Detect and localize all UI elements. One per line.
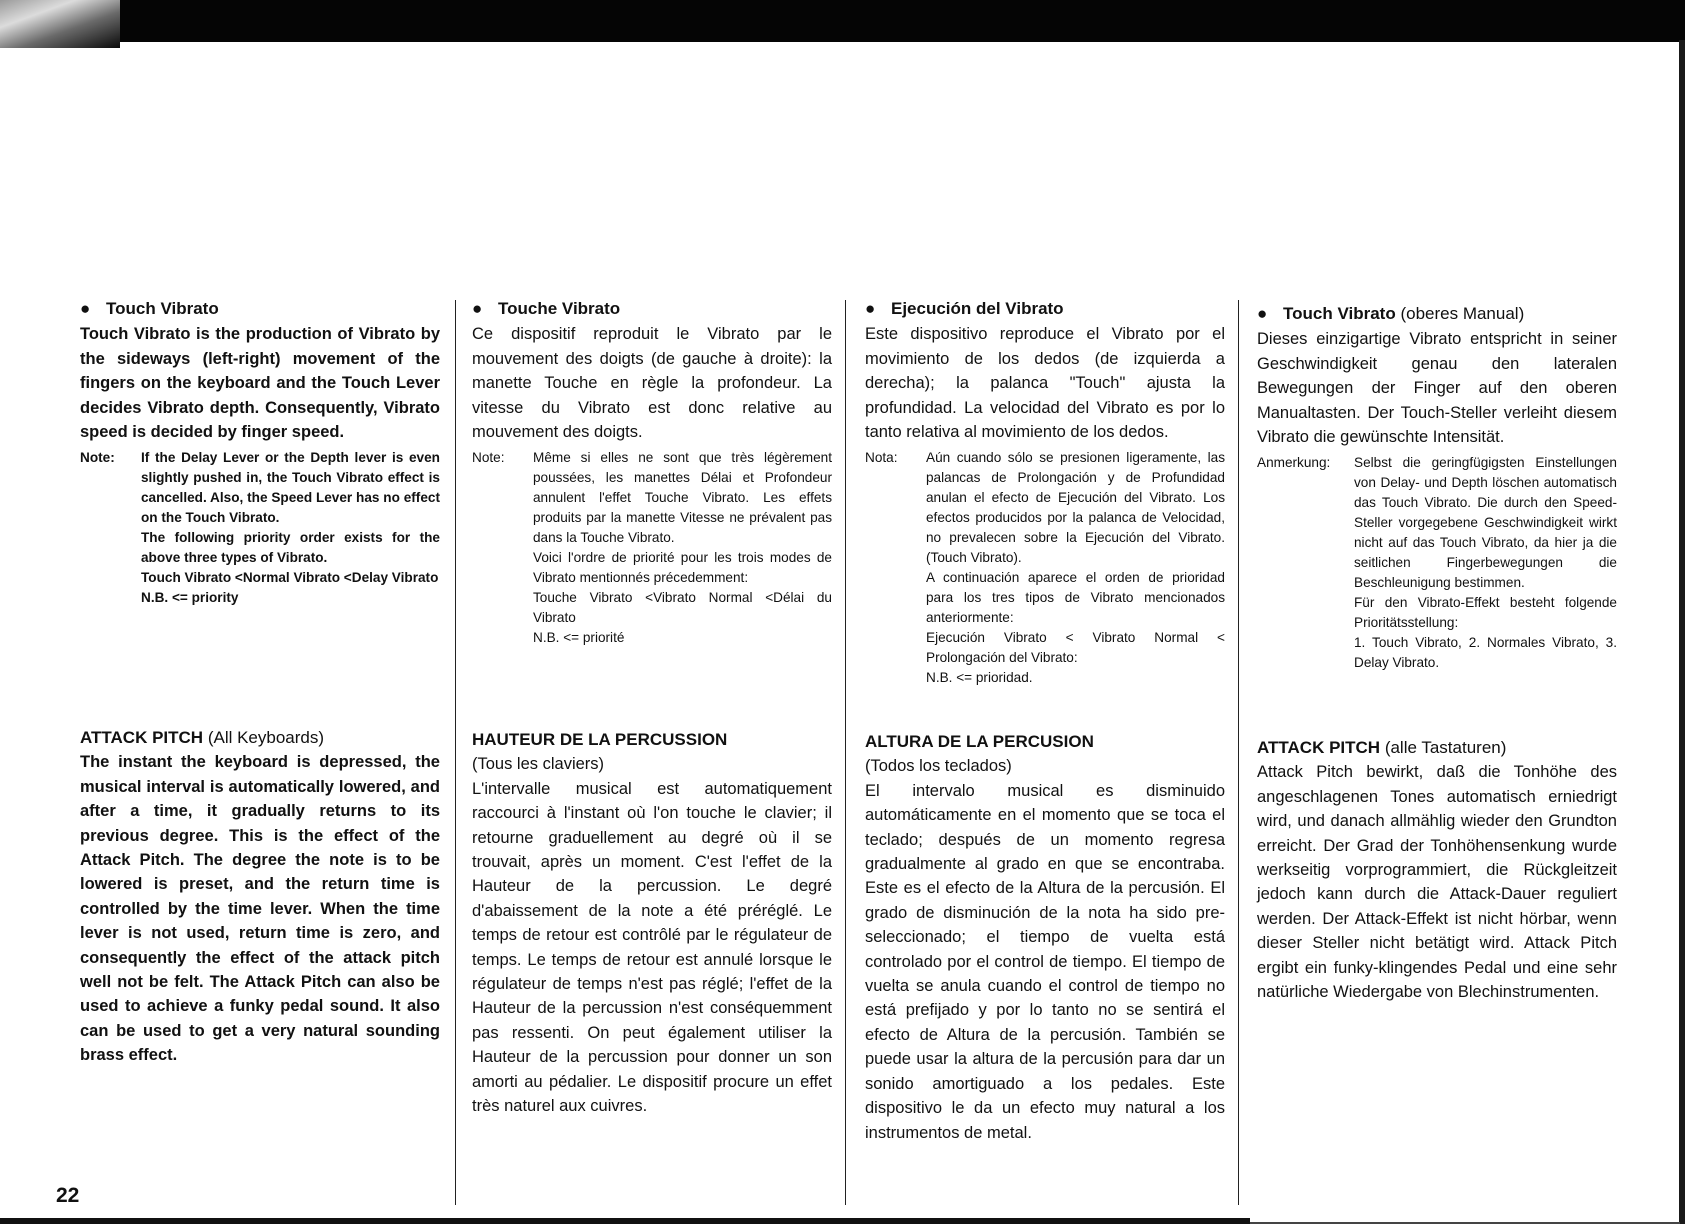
bullet-icon: ● bbox=[80, 299, 91, 318]
english-attack-body: The instant the keyboard is depressed, the musical interval is automatically lowered, and after a time, it gradually returns to its previous degree. This is the effect of the Attack Pitch. The degree the note is to be lowered is preset, and the return time is controlled by the time lever. When the time lever is not used, return time is zero, and consequently the effect of the attack pitch well not be felt. The Attack Pitch can also be used to achieve a funky pedal sound. It also can be used to get a very natural sounding brass effect. bbox=[80, 753, 440, 1065]
french-touch-body: Ce dispositif reproduit le Vibrato par le mouvement des doigts (de gauche à droite): la manette Touche en règle la profondeur. La vitesse du Vibrato est donc relative au mouvement des doigts. bbox=[472, 325, 832, 442]
page-number: 22 bbox=[56, 1184, 80, 1207]
note-line: N.B. <= priority bbox=[141, 590, 239, 606]
english-attack-section bbox=[80, 726, 440, 1068]
note-line: Aún cuando sólo se presionen ligeramente, las palancas de Prolongación y de Profundidad anulan el efecto de Ejecución del Vibrato. Los efectos producidos por la palanca de Velocidad, no prevalecen sobre la Ejecución del Vibrato. (Touch Vibrato). bbox=[926, 450, 1225, 566]
note-line: Touch Vibrato <Normal Vibrato <Delay Vibrato bbox=[141, 570, 439, 586]
english-touch-section bbox=[80, 297, 440, 608]
column-divider bbox=[845, 300, 846, 1205]
note-line: Ejecución Vibrato < Vibrato Normal < Prolongación del Vibrato: bbox=[926, 630, 1225, 666]
french-note-label: Note: bbox=[472, 450, 505, 466]
note-line: If the Delay Lever or the Depth lever is even slightly pushed in, the Touch Vibrato effect is cancelled. Also, the Speed Lever has no effect on the Touch Vibrato. bbox=[141, 450, 440, 526]
french-attack-subheading: (Tous les claviers) bbox=[472, 755, 605, 774]
note-line: 1. Touch Vibrato, 2. Normales Vibrato, 3. Delay Vibrato. bbox=[1354, 635, 1617, 671]
spanish-attack-subheading: (Todos los teclados) bbox=[865, 757, 1012, 776]
french-attack-body: L'intervalle musical est automatiquement raccourci à l'instant où l'on touche le clavier; il retourne graduellement au degré où il se trouvait, après un moment. C'est l'effet de la Hauteur de la percussion. Le degré d'abaissement de la note a été préréglé. Le temps de retour est contrôlé par le régulateur de temps. Le temps de retour est annulé lorsque le régulateur de temps n'est pas réglé; l'effet de la Hauteur de la percussion n'est conséquemment pas ressenti. On peut également utiliser la Hauteur de la percussion pour donner un son amorti au pédalier. Le dispositif procure un effet très naturel aux cuivres. bbox=[472, 779, 832, 1116]
scan-right-border bbox=[1679, 40, 1685, 1224]
spanish-note bbox=[865, 448, 1225, 688]
note-line: A continuación aparece el orden de prioridad para los tres tipos de Vibrato mencionados anteriormente: bbox=[926, 570, 1225, 626]
german-touch-heading: ● Touch Vibrato (oberes Manual) bbox=[1257, 302, 1617, 326]
english-attack-heading: ATTACK PITCH (All Keyboards) bbox=[80, 728, 325, 747]
note-line: Selbst die geringfügigsten Einstellungen von Delay- und Depth löschen automatisch das Touch Vibrato. Die durch den Speed-Steller vorgegebene Geschwindigkeit wirkt nicht auf das Touch Vibrato, da hier ja die seitlichen Fingerbewegungen die Beschleunigung bestimmen. bbox=[1354, 455, 1617, 591]
german-attack-section bbox=[1257, 736, 1617, 1004]
french-note-body bbox=[533, 448, 832, 648]
german-note-body bbox=[1354, 453, 1617, 673]
spanish-touch-section bbox=[865, 297, 1225, 688]
german-touch-body: Dieses einzigartige Vibrato entspricht in seiner Geschwindigkeit genau den lateralen Bewegungen der Finger auf den oberen Manualtasten. Der Touch-Steller verleiht diesem Vibrato die gewünschte Intensität. bbox=[1257, 330, 1617, 447]
german-attack-heading: ATTACK PITCH (alle Tastaturen) bbox=[1257, 738, 1507, 757]
note-line: Für den Vibrato-Effekt besteht folgende Prioritätsstellung: bbox=[1354, 595, 1617, 631]
french-note bbox=[472, 448, 832, 648]
spanish-attack-body: El intervalo musical es disminuido automáticamente en el momento que se toca el teclado; después de un momento regresa gradualmente al grado en que se encontraba. Este es el efecto de la Altura de la percusión. El grado de disminución de la nota ha sido pre-seleccionado; el tiempo de vuelta está controlado por el control de tiempo. El tiempo de vuelta se anula cuando el control de tiempo no está prefijado y por lo tanto no se sentirá el efecto de Altura de la percusión. También se puede usar la altura de la percusión para dar un sonido amortiguado a los pedales. Este dispositivo le da un efecto muy natural a los instrumentos de metal. bbox=[865, 781, 1225, 1142]
spanish-note-label: Nota: bbox=[865, 450, 898, 466]
column-divider bbox=[1238, 300, 1239, 1205]
note-line: N.B. <= prioridad. bbox=[926, 670, 1033, 686]
german-note bbox=[1257, 453, 1617, 673]
german-note-label: Anmerkung: bbox=[1257, 455, 1331, 471]
english-note-body bbox=[141, 448, 440, 608]
spanish-touch-body: Este dispositivo reproduce el Vibrato por el movimiento de los dedos (de izquierda a derecha); la palanca "Touch" ajusta la profundidad. La velocidad del Vibrato es por lo tanto relativa al movimiento de los dedos. bbox=[865, 325, 1225, 442]
german-touch-section bbox=[1257, 302, 1617, 673]
english-note bbox=[80, 448, 440, 608]
scan-top-border bbox=[0, 0, 1685, 42]
column-divider bbox=[455, 300, 456, 1205]
note-line: Touche Vibrato <Vibrato Normal <Délai du Vibrato bbox=[533, 590, 832, 626]
english-touch-body: Touch Vibrato is the production of Vibrato by the sideways (left-right) movement of the fingers on the keyboard and the Touch Lever decides Vibrato depth. Consequently, Vibrato speed is decided by finger speed. bbox=[80, 325, 440, 442]
spanish-note-body bbox=[926, 448, 1225, 688]
note-line: N.B. <= priorité bbox=[533, 630, 625, 646]
french-attack-heading: HAUTEUR DE LA PERCUSSION bbox=[472, 730, 728, 749]
english-touch-heading: ● Touch Vibrato bbox=[80, 297, 440, 321]
scan-bottom-border bbox=[0, 1218, 1250, 1224]
french-attack-section bbox=[472, 728, 832, 1119]
note-line: Voici l'ordre de priorité pour les trois modes de Vibrato mentionnés précedemment: bbox=[533, 550, 832, 586]
french-touch-section bbox=[472, 297, 832, 648]
bullet-icon: ● bbox=[865, 299, 876, 318]
bullet-icon: ● bbox=[1257, 304, 1268, 323]
bullet-icon: ● bbox=[472, 299, 483, 318]
french-touch-heading: ● Touche Vibrato bbox=[472, 297, 832, 321]
note-line: Même si elles ne sont que très légèrement poussées, les manettes Délai et Profondeur annulent l'effet Touche Vibrato. Les effets produits par la manette Vitesse ne prévalent pas dans la Touche Vibrato. bbox=[533, 450, 832, 546]
spanish-attack-heading: ALTURA DE LA PERCUSION bbox=[865, 732, 1094, 751]
english-note-label: Note: bbox=[80, 450, 115, 466]
spanish-attack-section bbox=[865, 730, 1225, 1145]
spanish-touch-heading: ● Ejecución del Vibrato bbox=[865, 297, 1225, 321]
scan-corner-artifact bbox=[0, 0, 120, 48]
german-attack-body: Attack Pitch bewirkt, daß die Tonhöhe des angeschlagenen Tones automatisch erniedrigt wird, und danach allmählig wieder den Grundton erreicht. Der Grad der Tonhöhensenkung wurde werkseitig vorprogrammiert, die Rückgleitzeit jedoch kann durch die Attack-Dauer reguliert werden. Der Attack-Effekt ist nicht hörbar, wenn dieser Steller nicht betätigt wird. Attack Pitch ergibt ein funky-klingendes Pedal und eine sehr natürliche Wiedergabe von Blechinstrumenten. bbox=[1257, 763, 1617, 1002]
note-line: The following priority order exists for the above three types of Vibrato. bbox=[141, 530, 440, 566]
